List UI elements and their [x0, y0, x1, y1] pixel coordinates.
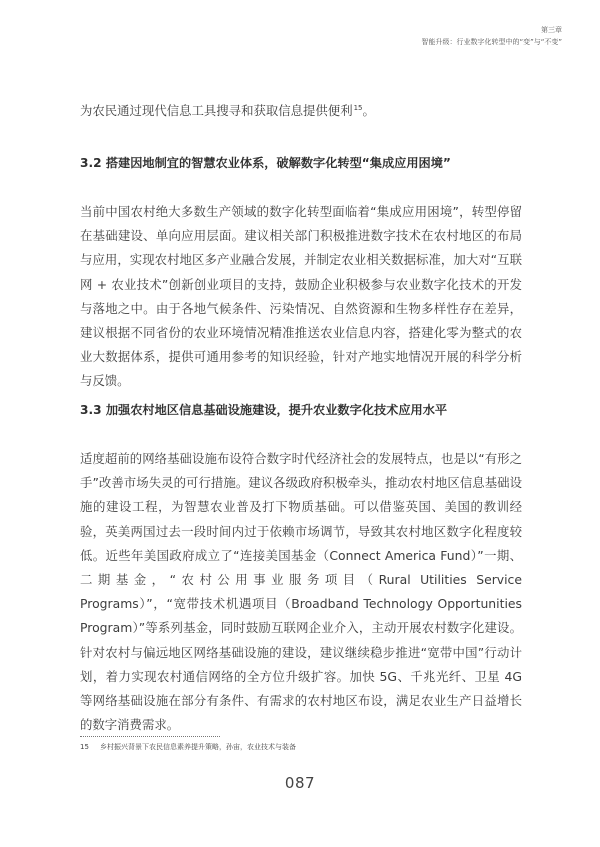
intro-paragraph: [80, 99, 522, 123]
footnote-number: 15: [80, 743, 89, 751]
running-header: [421, 24, 562, 48]
page-number: 087: [284, 774, 316, 792]
footnote: [80, 741, 296, 753]
intro-text: 为农民通过现代信息工具搜寻和获取信息提供便利: [80, 103, 353, 118]
chapter-label: 第三章: [541, 26, 562, 34]
footnote-divider: [80, 736, 220, 737]
footnote-reference[interactable]: 15: [353, 104, 363, 112]
section-3-3-body: 适度超前的网络基础设施布设符合数字时代经济社会的发展特点，也是以“有形之手”改善市场失灵的可行措施。建议各级政府积极牵头，推动农村地区信息基础设施的建设工程，为智慧农业普及打下物质基础。可以借鉴英国、美国的教训经验，英美两国过去一段时间内过于依赖市场调节，导致其农村地区数字化程度较低。近些年美国政府成立了“连接美国基金（Connect America Fund）”一期、二期基金，“农村公用事业服务项目（Rural Utilities Service Programs）”，“宽带技术机遇项目（Broadband Technology Opportunities Program）”等系列基金，同时鼓励互联网企业介入，主动开展农村数字化建设。针对农村与偏远地区网络基础设施的建设，建议继续稳步推进“宽带中国”行动计划，着力实现农村通信网络的全方位升级扩容。加快 5G、千兆光纤、卫星 4G 等网络基础设施在部分有条件、有需求的农村地区布设，满足农业生产日益增长的数字消费需求。: [80, 451, 522, 733]
footnote-text: 乡村振兴背景下农民信息素养提升策略，孙宙，农业技术与装备: [100, 743, 296, 751]
section-3-2-body: 当前中国农村绝大多数生产领域的数字化转型面临着“集成应用困境”，转型停留在基础建设、单向应用层面。建议相关部门积极推进数字技术在农村地区的布局与应用，实现农村地区多产业融合发展，并制定农业相关数据标准，加大对“互联网 + 农业技术”创新创业项目的支持，鼓励企业积极参与农业数字化技术的开发与落地之中。由于各地气候条件、污染情况、自然资源和生物多样性存在差异，建议根据不同省份的农业环境情况精准推送农业信息内容，搭建化零为整式的农业大数据体系，提供可通用参考的知识经验，针对产地实地情况开展的科学分析与反馈。: [80, 204, 522, 389]
section-heading-3-3: 3.3 加强农村地区信息基础设施建设，提升农业数字化技术应用水平: [80, 403, 448, 417]
chapter-subtitle: 智能升级：行业数字化转型中的“变”与“不变”: [421, 38, 562, 46]
section-heading-3-2: 3.2 搭建因地制宜的智慧农业体系，破解数字化转型“集成应用困境”: [80, 156, 451, 170]
intro-end: 。: [362, 103, 375, 118]
